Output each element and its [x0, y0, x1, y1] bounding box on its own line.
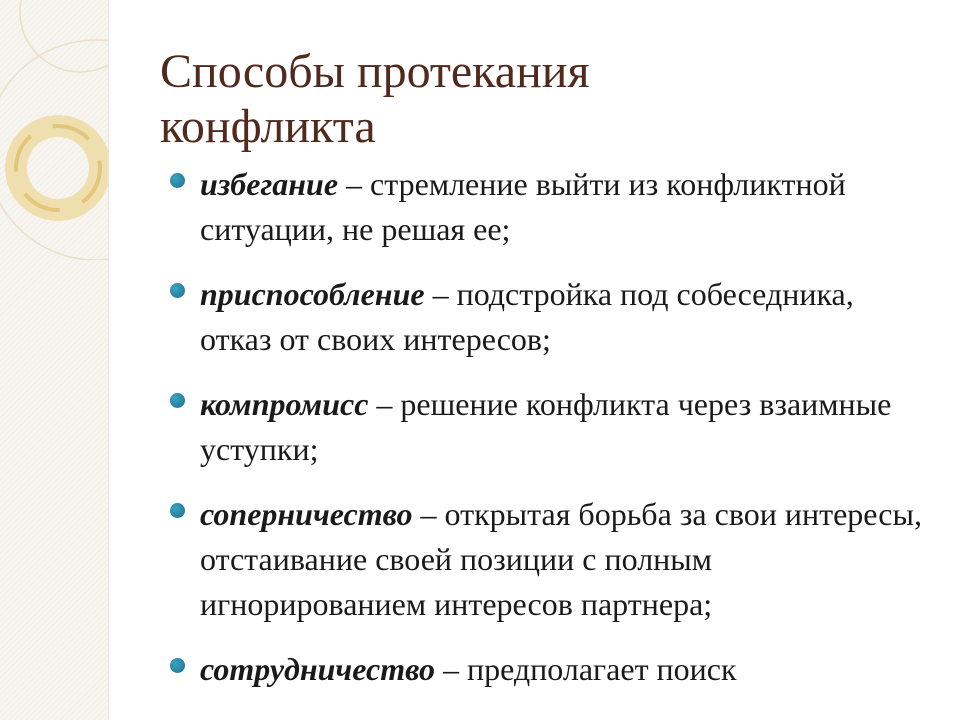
bullet-item-collaboration	[170, 647, 930, 692]
bullet-term: сотрудничество	[200, 651, 435, 687]
bullet-list	[170, 162, 930, 712]
bullet-item-accommodation	[170, 272, 930, 362]
bullet-text: – предполагает поиск	[434, 651, 737, 687]
bullet-text: – решение конфликта через взаимные уступки;	[200, 386, 892, 467]
slide-title	[160, 44, 590, 154]
bullet-dot-icon	[170, 283, 185, 298]
bullet-dot-icon	[170, 658, 185, 673]
bullet-item-avoidance	[170, 162, 930, 252]
decorative-ring-icon	[0, 0, 108, 260]
bullet-item-compromise	[170, 382, 930, 472]
bullet-text: – подстройка под собеседника, отказ от своих интересов;	[200, 276, 854, 357]
decorative-side-panel	[0, 0, 109, 720]
bullet-item-competition	[170, 492, 930, 627]
bullet-text: – стремление выйти из конфликтной ситуации, не решая ее;	[200, 166, 846, 247]
bullet-text: – открытая борьба за свои интересы, отстаивание своей позиции с полным игнорированием интересов партнера;	[200, 496, 922, 622]
bullet-dot-icon	[170, 503, 185, 518]
bullet-term: соперничество	[200, 496, 413, 532]
bullet-term: избегание	[200, 166, 339, 202]
slide-title-line-2: конфликта	[160, 100, 376, 154]
bullet-dot-icon	[170, 393, 185, 408]
bullet-dot-icon	[170, 173, 185, 188]
bullet-term: приспособление	[200, 276, 425, 312]
bullet-term: компромисс	[200, 386, 369, 422]
slide-title-line-1: Способы протекания	[160, 45, 590, 98]
